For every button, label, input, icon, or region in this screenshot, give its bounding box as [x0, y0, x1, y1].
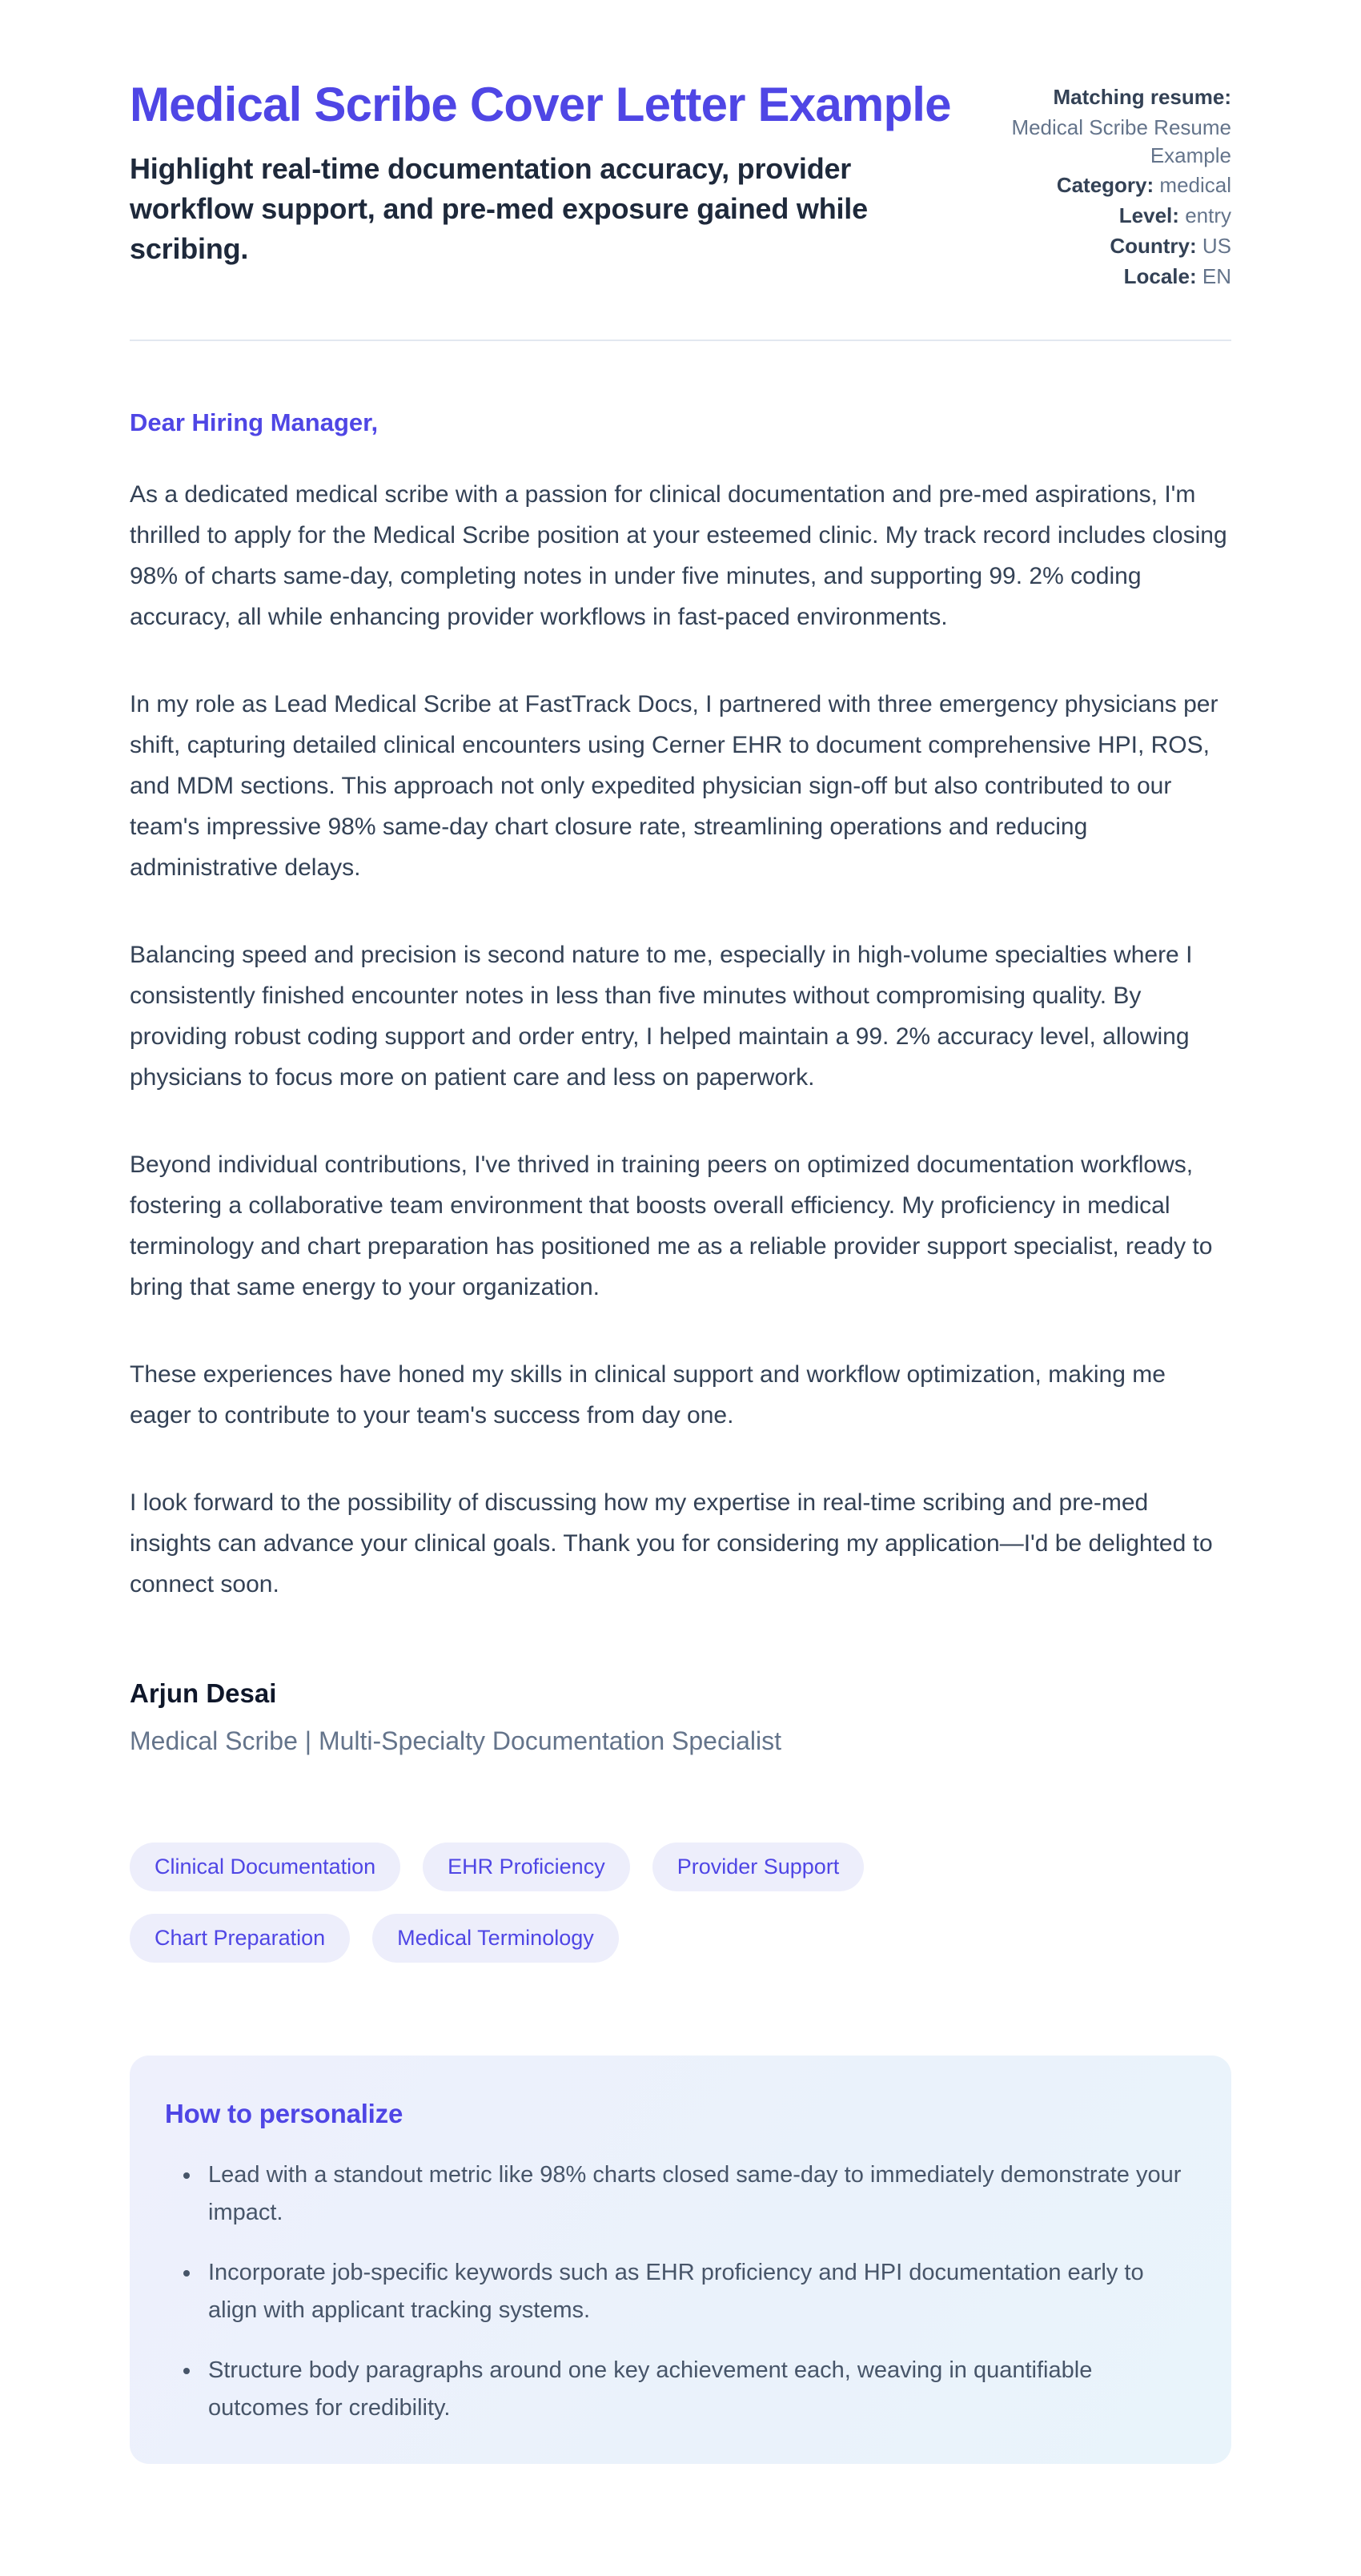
letter-paragraph: Balancing speed and precision is second nature to me, especially in high-volume specialties where I consistently finished encounter notes in less than five minutes without compromising quality. By providing robust coding support and order entry, I helped maintain a 99. 2% accuracy level, allowing physicians to focus more on patient care and less on paperwork.	[130, 941, 1193, 1091]
meta-matching-resume-value: Medical Scribe Resume Example	[1011, 115, 1231, 167]
page-title: Medical Scribe Cover Letter Example	[130, 78, 951, 131]
letter-paragraph: In my role as Lead Medical Scribe at FastTrack Docs, I partnered with three emergency physicians per shift, capturing detailed clinical encounters using Cerner EHR to document comprehensive HPI, ROS, and MDM sections. This approach not only expedited physician sign-off but also contributed to our team's impressive 98% same-day chart closure rate, streamlining operations and reducing administrative delays.	[130, 690, 1218, 881]
page	[130, 0, 1231, 2576]
page-subtitle: Highlight real-time documentation accuracy, provider workflow support, and pre-med exposure gained while scribing.	[130, 152, 868, 265]
letter-paragraph: I look forward to the possibility of discussing how my expertise in real-time scribing and pre-med insights can advance your clinical goals. Thank you for considering my application—I'd be delighted to connect soon.	[130, 1489, 1213, 1597]
meta-country: Country: US	[1110, 234, 1231, 259]
signature	[130, 1678, 1231, 1756]
letter-paragraph: Beyond individual contributions, I've thrived in training peers on optimized documentation workflows, fostering a collaborative team environment that boosts overall efficiency. My proficiency in medical terminology and chart preparation has positioned me as a reliable provider support specialist, ready to bring that same energy to your organization.	[130, 1151, 1213, 1300]
letter-paragraph: As a dedicated medical scribe with a passion for clinical documentation and pre-med aspirations, I'm thrilled to apply for the Medical Scribe position at your esteemed clinic. My track record includes closing 98% of charts same-day, completing notes in under five minutes, and supporting 99. 2% coding accuracy, all while enhancing provider workflows in fast-paced environments.	[130, 480, 1227, 630]
personalize-card	[130, 2056, 1231, 2464]
salutation: Dear Hiring Manager,	[130, 408, 379, 436]
skill-tag: Medical Terminology	[372, 1914, 619, 1963]
cover-letter	[130, 408, 1231, 1756]
meta-category: Category: medical	[1056, 173, 1231, 198]
signature-name: Arjun Desai	[130, 1678, 277, 1708]
header-divider	[130, 340, 1231, 341]
letter-paragraph: These experiences have honed my skills in clinical support and workflow optimization, making me eager to contribute to your team's success from day one.	[130, 1360, 1166, 1429]
personalize-tip: • Incorporate job-specific keywords such as EHR proficiency and HPI documentation early to align with applicant tracking systems.	[202, 2254, 1186, 2329]
personalize-title: How to personalize	[165, 2098, 403, 2128]
personalize-tip: • Structure body paragraphs around one key achievement each, weaving in quantifiable outcomes for credibility.	[202, 2352, 1186, 2427]
skill-tag: Chart Preparation	[130, 1914, 350, 1963]
personalize-tips	[165, 2156, 1186, 2427]
meta-locale: Locale: EN	[1123, 263, 1231, 288]
skill-tag: Provider Support	[652, 1843, 865, 1891]
meta-matching-resume-label: Matching resume:	[1053, 85, 1231, 109]
signature-title: Medical Scribe | Multi-Specialty Documentation Specialist	[130, 1726, 781, 1755]
personalize-tip: • Lead with a standout metric like 98% charts closed same-day to immediately demonstrate your impact.	[202, 2156, 1186, 2232]
header-titles	[130, 77, 959, 268]
page-header	[130, 77, 1231, 293]
skill-tag: EHR Proficiency	[423, 1843, 630, 1891]
skill-tags	[130, 1843, 1074, 1963]
resume-meta	[991, 77, 1231, 293]
meta-level: Level: entry	[1118, 203, 1231, 228]
skill-tag: Clinical Documentation	[130, 1843, 400, 1891]
